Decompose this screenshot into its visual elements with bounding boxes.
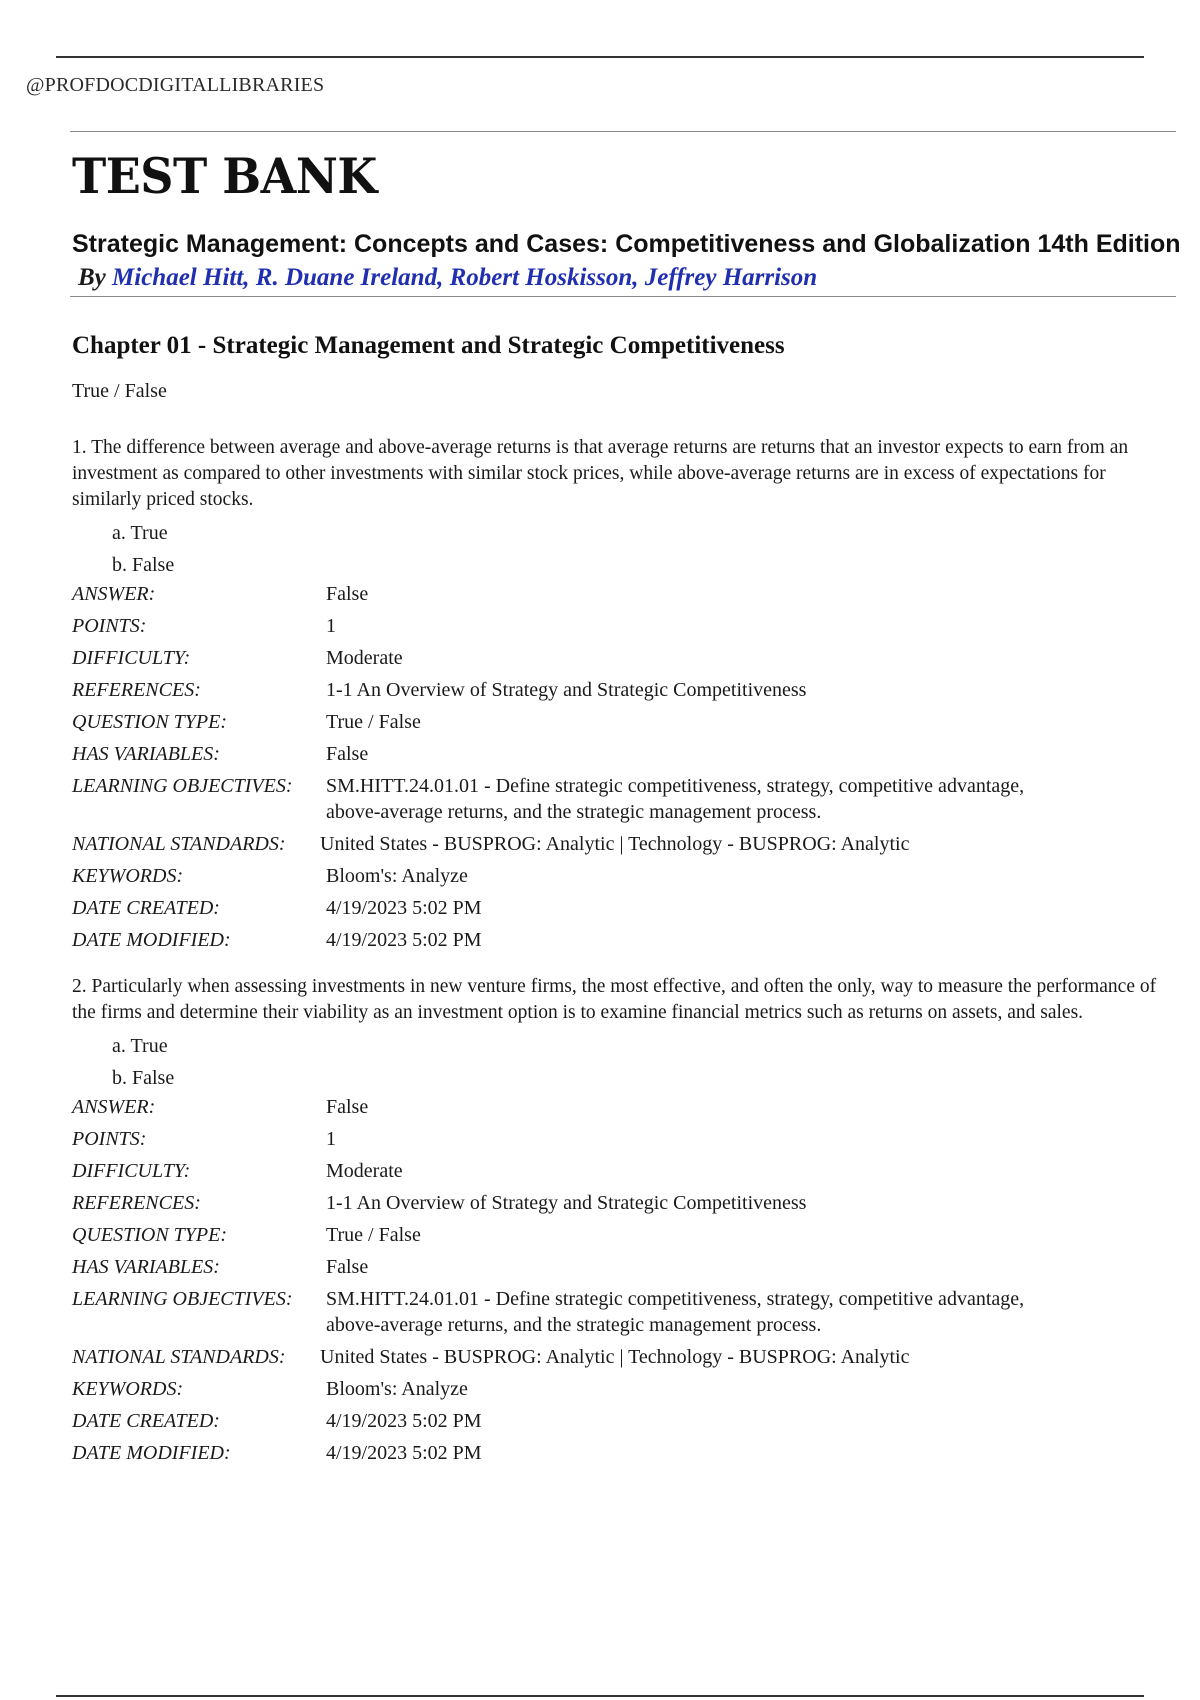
choice-item: a. True <box>112 522 168 544</box>
meta-value <box>320 773 1024 831</box>
question-metadata <box>72 1094 1024 1472</box>
meta-label: NATIONAL STANDARDS: <box>72 833 286 855</box>
meta-value: 4/19/2023 5:02 PM <box>326 1410 482 1432</box>
meta-row-date-created <box>72 895 1024 927</box>
meta-label: POINTS: <box>72 1128 147 1150</box>
meta-value <box>320 1286 1024 1344</box>
byline-prefix: By <box>78 264 106 291</box>
meta-label: QUESTION TYPE: <box>72 1224 228 1246</box>
meta-label: DATE CREATED: <box>72 897 220 919</box>
meta-label: QUESTION TYPE: <box>72 711 228 733</box>
meta-value: 4/19/2023 5:02 PM <box>326 1442 482 1464</box>
page-heading: TEST BANK <box>72 148 377 205</box>
watermark-text: @PROFDOCDIGITALLIBRARIES <box>26 74 325 96</box>
meta-row-references <box>72 677 1024 709</box>
meta-label: LEARNING OBJECTIVES: <box>72 775 293 797</box>
meta-value: True / False <box>326 711 421 733</box>
meta-row-learning-objectives <box>72 1286 1024 1344</box>
meta-value: United States - BUSPROG: Analytic | Technology - BUSPROG: Analytic <box>320 833 910 855</box>
author-links[interactable]: Michael Hitt, R. Duane Ireland, Robert Hoskisson, Jeffrey Harrison <box>112 264 818 291</box>
meta-value-line: SM.HITT.24.01.01 - Define strategic competitiveness, strategy, competitive advantage, <box>326 1288 1025 1310</box>
meta-row-national-standards <box>72 1344 1024 1376</box>
meta-row-answer <box>72 581 1024 613</box>
meta-label: POINTS: <box>72 615 147 637</box>
meta-label: DATE CREATED: <box>72 1410 220 1432</box>
meta-row-date-modified <box>72 927 1024 959</box>
meta-row-difficulty <box>72 645 1024 677</box>
chapter-title: Chapter 01 - Strategic Management and Strategic Competitiveness <box>72 332 785 359</box>
meta-label: KEYWORDS: <box>72 865 184 887</box>
meta-row-answer <box>72 1094 1024 1126</box>
meta-value: 4/19/2023 5:02 PM <box>326 929 482 951</box>
question-stem: 1. The difference between average and above-average returns is that average returns are returns that an investor expects to earn from an investment as compared to other investments with similar stock prices, while above-average returns are in excess of expectations for similarly priced stocks. <box>72 437 1129 510</box>
meta-value: True / False <box>326 1224 421 1246</box>
meta-label: NATIONAL STANDARDS: <box>72 1346 286 1368</box>
meta-value-line: above-average returns, and the strategic management process. <box>326 801 822 823</box>
meta-row-learning-objectives <box>72 773 1024 831</box>
meta-value: United States - BUSPROG: Analytic | Technology - BUSPROG: Analytic <box>320 1346 910 1368</box>
meta-label: DIFFICULTY: <box>72 1160 191 1182</box>
choice-item: b. False <box>112 1067 175 1089</box>
meta-row-points <box>72 1126 1024 1158</box>
top-divider <box>56 56 1144 58</box>
meta-label: HAS VARIABLES: <box>72 743 220 765</box>
meta-value: Bloom's: Analyze <box>326 865 468 887</box>
choice-list <box>112 517 1162 581</box>
question-block <box>72 974 1162 1472</box>
choice-list <box>112 1030 1162 1094</box>
choice-item: b. False <box>112 554 175 576</box>
meta-row-date-created <box>72 1408 1024 1440</box>
meta-label: LEARNING OBJECTIVES: <box>72 1288 293 1310</box>
meta-value: 1-1 An Overview of Strategy and Strategic Competitiveness <box>326 679 807 701</box>
meta-value: 4/19/2023 5:02 PM <box>326 897 482 919</box>
meta-value: 1-1 An Overview of Strategy and Strategic Competitiveness <box>326 1192 807 1214</box>
bottom-divider <box>56 1695 1144 1697</box>
meta-row-keywords <box>72 1376 1024 1408</box>
title-divider <box>70 296 1176 297</box>
meta-row-points <box>72 613 1024 645</box>
meta-value: Bloom's: Analyze <box>326 1378 468 1400</box>
meta-label: DATE MODIFIED: <box>72 1442 231 1464</box>
meta-value: False <box>326 1256 369 1278</box>
meta-row-references <box>72 1190 1024 1222</box>
meta-label: KEYWORDS: <box>72 1378 184 1400</box>
meta-value-line: above-average returns, and the strategic management process. <box>326 1314 822 1336</box>
meta-value: False <box>326 1096 369 1118</box>
meta-row-difficulty <box>72 1158 1024 1190</box>
meta-row-has-variables <box>72 741 1024 773</box>
meta-row-question-type <box>72 709 1024 741</box>
question-metadata <box>72 581 1024 959</box>
meta-value: Moderate <box>326 1160 403 1182</box>
meta-value: Moderate <box>326 647 403 669</box>
meta-row-question-type <box>72 1222 1024 1254</box>
meta-label: DIFFICULTY: <box>72 647 191 669</box>
question-stem: 2. Particularly when assessing investments in new venture firms, the most effective, and often the only, way to measure the performance of the firms and determine their viability as an investment option is to examine financial metrics such as returns on assets, and sales. <box>72 976 1157 1023</box>
meta-value-line: SM.HITT.24.01.01 - Define strategic competitiveness, strategy, competitive advantage, <box>326 775 1025 797</box>
meta-row-has-variables <box>72 1254 1024 1286</box>
meta-label: REFERENCES: <box>72 1192 201 1214</box>
byline <box>78 264 817 292</box>
meta-label: ANSWER: <box>72 583 156 605</box>
book-title: Strategic Management: Concepts and Cases: Competitiveness and Globalization 14th Edition <box>72 230 1181 258</box>
meta-value: False <box>326 743 369 765</box>
meta-label: REFERENCES: <box>72 679 201 701</box>
meta-label: HAS VARIABLES: <box>72 1256 220 1278</box>
meta-value: 1 <box>326 1128 336 1150</box>
question-block <box>72 435 1162 959</box>
meta-label: DATE MODIFIED: <box>72 929 231 951</box>
header-divider <box>70 131 1176 132</box>
meta-value: False <box>326 583 369 605</box>
meta-label: ANSWER: <box>72 1096 156 1118</box>
meta-row-keywords <box>72 863 1024 895</box>
section-label: True / False <box>72 380 167 402</box>
choice-item: a. True <box>112 1035 168 1057</box>
meta-row-national-standards <box>72 831 1024 863</box>
meta-value: 1 <box>326 615 336 637</box>
meta-row-date-modified <box>72 1440 1024 1472</box>
